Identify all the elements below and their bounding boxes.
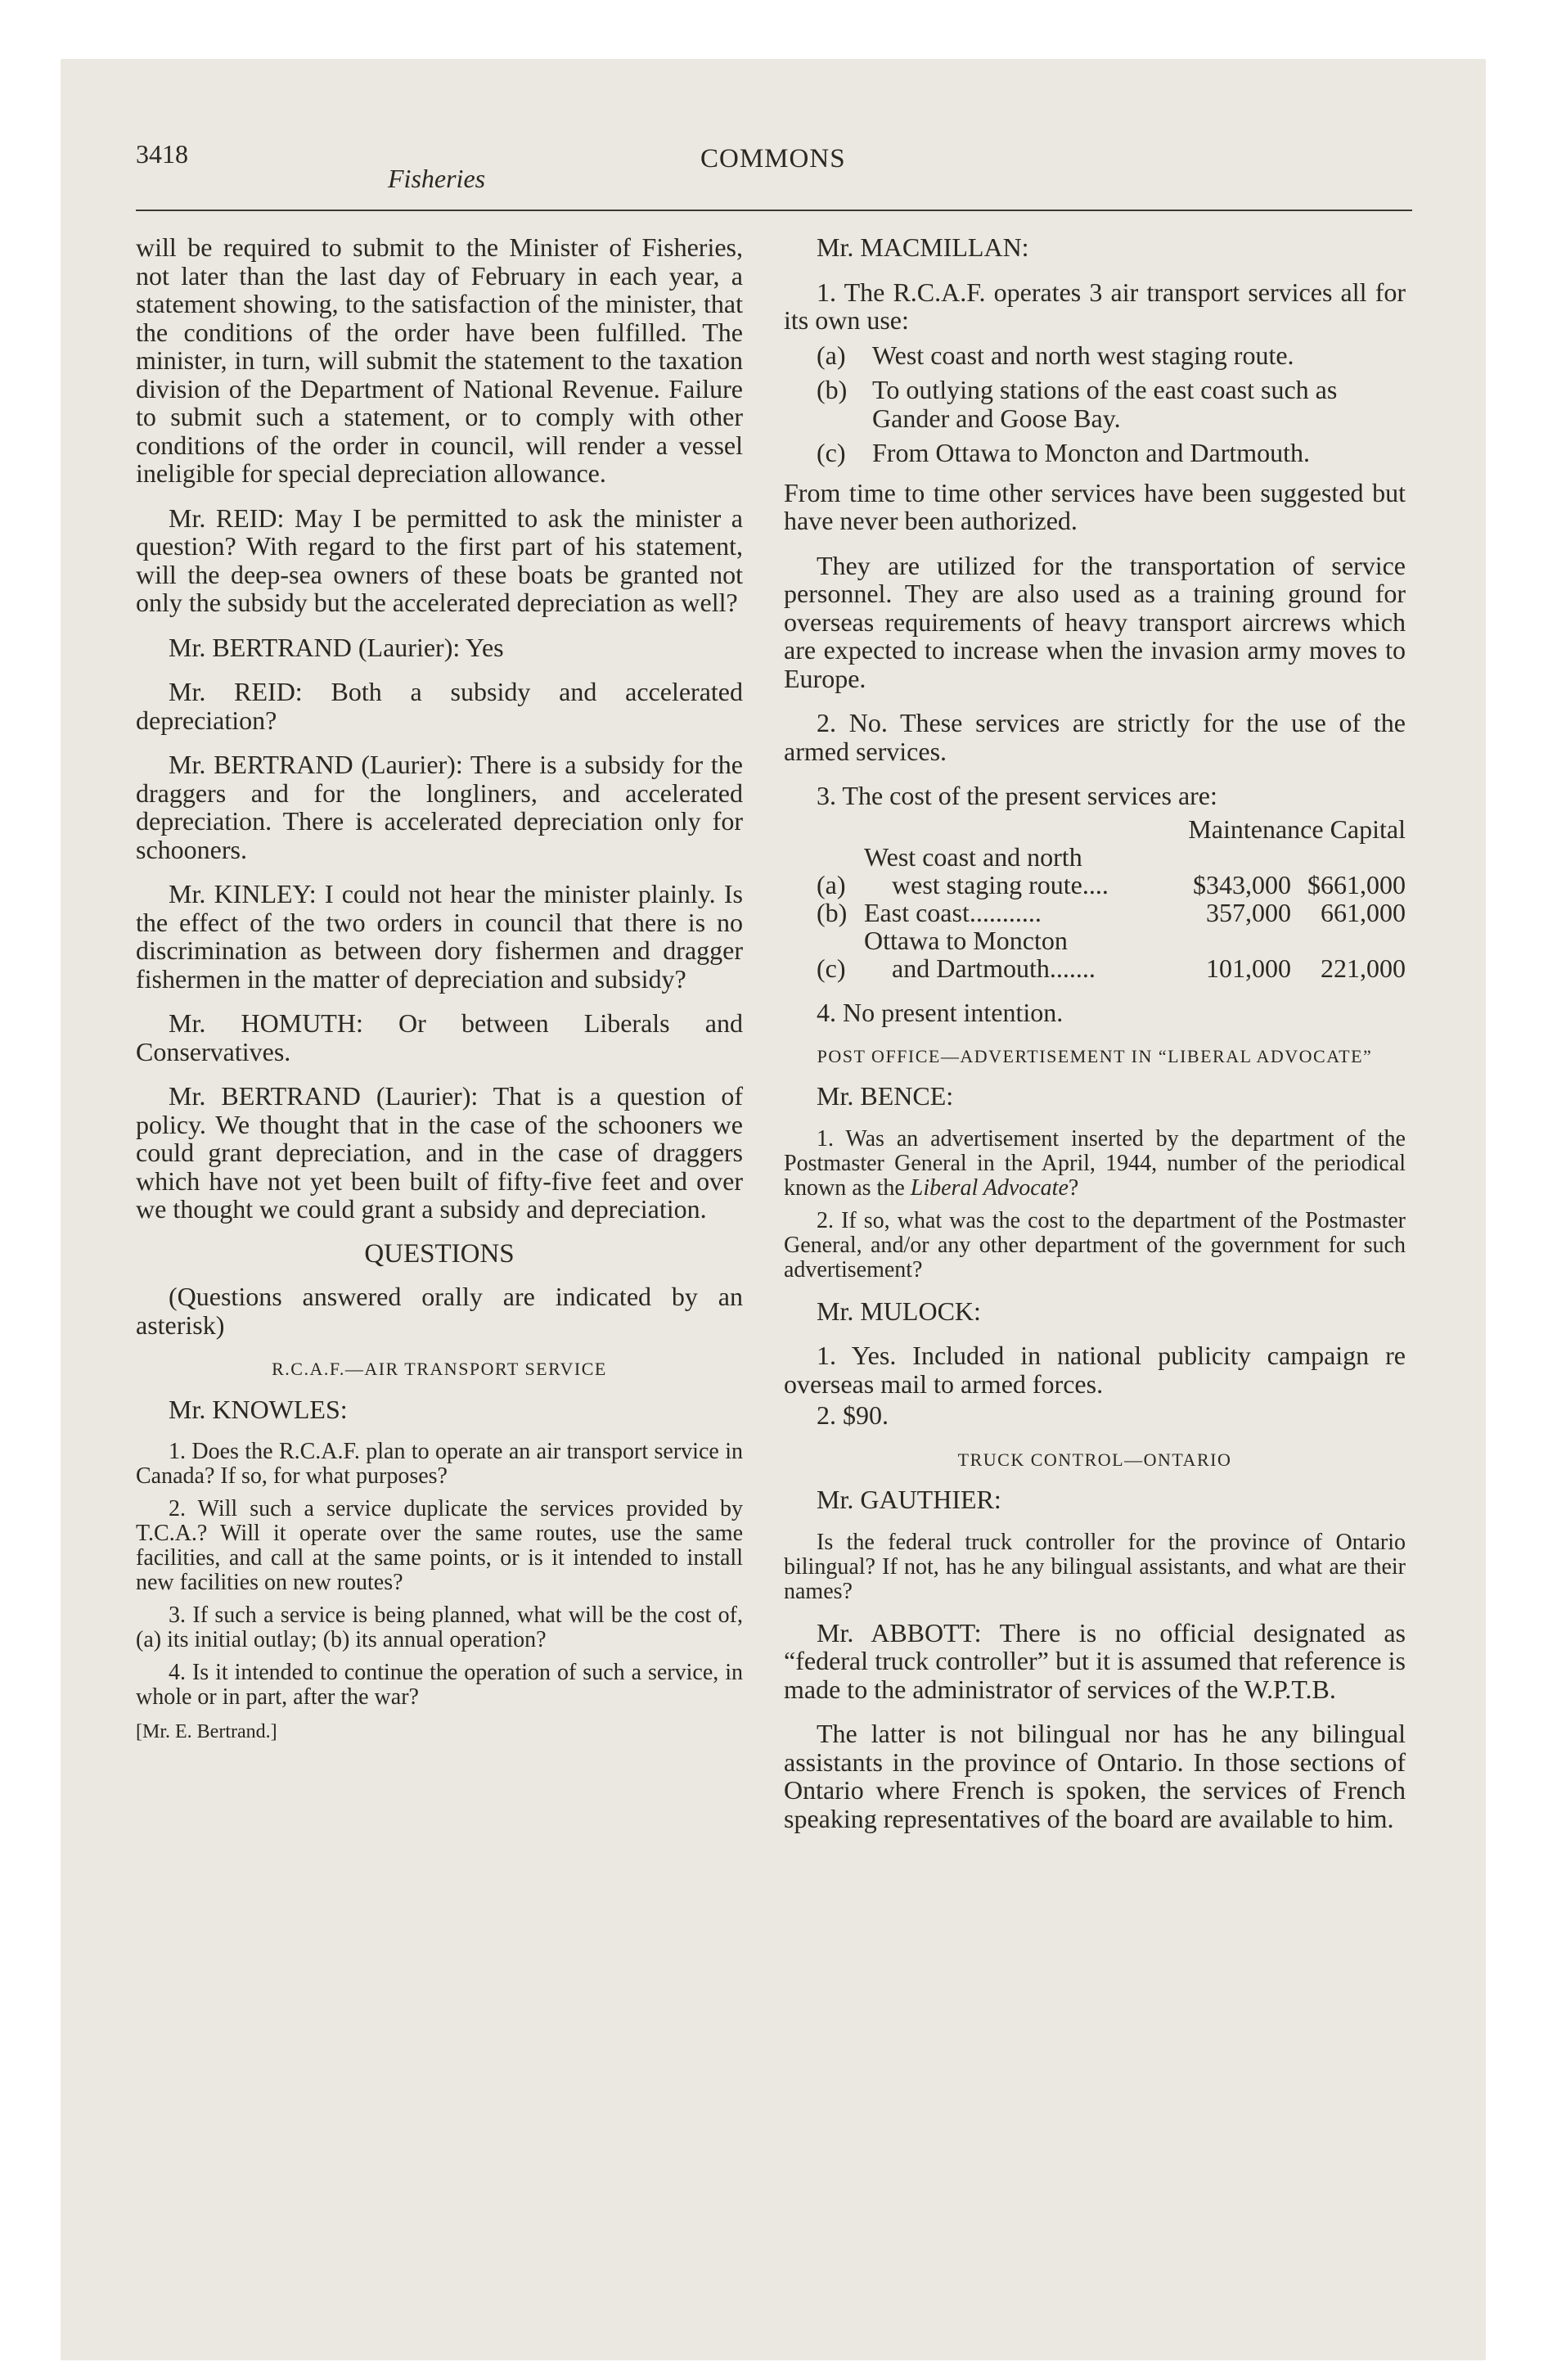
bence-question-2: 2. If so, what was the cost to the department of the Postmaster General, and/or any other department of the government for such advertisement? — [784, 1207, 1406, 1282]
questions-note: (Questions answered orally are indicated by an asterisk) — [136, 1282, 743, 1340]
post-office-heading: POST OFFICE—ADVERTISEMENT IN “LIBERAL ADVOCATE” — [817, 1046, 1373, 1066]
truck-control-heading: TRUCK CONTROL—ONTARIO — [957, 1449, 1232, 1470]
question-2: 2. Will such a service duplicate the services provided by T.C.A.? Will it operate over the same routes, use the same facilities, and call at the same points, or is it intended to install new facilities on new routes? — [136, 1496, 743, 1595]
gauthier-question: Is the federal truck controller for the province of Ontario bilingual? If not, has he any bilingual assistants, and what are their names? — [784, 1529, 1406, 1604]
footer-note: [Mr. E. Bertrand.] — [136, 1721, 277, 1742]
left-column — [136, 233, 743, 1747]
paragraph: Mr. REID: May I be permitted to ask the minister a question? With regard to the first part of his statement, will the deep-sea owners of these boats be granted not only the subsidy but the accelerated depreciation as well? — [136, 503, 743, 617]
speaker-mulock: Mr. MULOCK: — [817, 1296, 981, 1326]
table-row: (b) East coast........... 357,000 661,000 — [817, 897, 1406, 927]
page-number: 3418 — [136, 139, 188, 169]
table-row: (c) Ottawa to Moncton and Dartmouth....... 101,000 221,000 — [817, 925, 1406, 983]
column-header-capital: Capital — [1330, 814, 1406, 844]
cost-table — [784, 815, 1406, 982]
speaker-bence: Mr. BENCE: — [817, 1081, 954, 1111]
abbott-answer: Mr. ABBOTT: There is no official designated as “federal truck controller” but it is assumed that reference is made to the administrator of services of the W.P.T.B. — [784, 1617, 1406, 1704]
rcaf-heading: R.C.A.F.—AIR TRANSPORT SERVICE — [272, 1359, 607, 1379]
bence-question-1: 1. Was an advertisement inserted by the department of the Postmaster General in the April, 1944, number of the periodical known as the Liberal Advocate? — [784, 1125, 1406, 1201]
answer-2: 2. No. These services are strictly for the use of the armed services. — [784, 708, 1406, 766]
paragraph: From time to time other services have been suggested but have never been authorized. — [784, 477, 1406, 535]
list-item: (a) West coast and north west staging route. — [817, 340, 1294, 370]
answer-3: 3. The cost of the present services are: — [817, 781, 1217, 810]
speaker-macmillan: Mr. MACMILLAN: — [817, 232, 1029, 262]
running-title: COMMONS — [700, 144, 846, 174]
paragraph: Mr. BERTRAND (Laurier): Yes — [169, 632, 504, 662]
questions-heading: QUESTIONS — [364, 1238, 515, 1269]
table-row: (a) West coast and north west staging route.... $343,000 $661,000 — [817, 841, 1406, 899]
table-header-row — [784, 815, 1406, 843]
page-header — [136, 139, 1412, 213]
paragraph: The latter is not bilingual nor has he any bilingual assistants in the province of Ontario. In those sections of Ontario where French is spoken, the services of French speaking representatives of the board are available to him. — [784, 1719, 1406, 1833]
right-column — [784, 233, 1406, 1849]
question-4: 4. Is it intended to continue the operation of such a service, in whole or in part, after the war? — [136, 1660, 743, 1710]
answer-4: 4. No present intention. — [817, 997, 1064, 1027]
column-header-maintenance: Maintenance — [1188, 814, 1324, 844]
question-1: 1. Does the R.C.A.F. plan to operate an air transport service in Canada? If so, for what purposes? — [136, 1439, 743, 1489]
mulock-answer-2: 2. $90. — [817, 1400, 889, 1430]
paragraph: Mr. REID: Both a subsidy and accelerated depreciation? — [136, 677, 743, 735]
header-rule — [136, 210, 1412, 211]
mulock-answer-1: 1. Yes. Included in national publicity campaign re overseas mail to armed forces. — [784, 1341, 1406, 1399]
paragraph: Mr. KINLEY: I could not hear the minister plainly. Is the effect of the two orders in council that there is no discrimination as between dory fishermen and dragger fishermen in the matter of depreciation and subsidy? — [136, 879, 743, 994]
speaker-knowles: Mr. KNOWLES: — [169, 1394, 348, 1424]
paragraph: They are utilized for the transportation of service personnel. They are also used as a training ground for overseas requirements of heavy transport aircrews which are expected to increase when the invasion army moves to Europe. — [784, 550, 1406, 693]
section-title: Fisheries — [388, 164, 486, 193]
paragraph: Mr. BERTRAND (Laurier): That is a question of policy. We thought that in the case of the schooners we could grant depreciation, and in the case of draggers which have not yet been built of fifty-five feet and over we thought we could grant a subsidy and depreciation. — [136, 1081, 743, 1224]
paragraph: Mr. BERTRAND (Laurier): There is a subsidy for the draggers and for the longliners, and accelerated depreciation. There is accelerated depreciation only for schooners. — [136, 750, 743, 864]
list-item: (b) To outlying stations of the east coast such as Gander and Goose Bay. — [817, 375, 1338, 433]
answer-1: 1. The R.C.A.F. operates 3 air transport services all for its own use: — [784, 277, 1406, 335]
speaker-gauthier: Mr. GAUTHIER: — [817, 1485, 1001, 1514]
list-item: (c) From Ottawa to Moncton and Dartmouth. — [817, 438, 1311, 467]
paragraph: will be required to submit to the Minister of Fisheries, not later than the last day of February in each year, a statement showing, to the satisfaction of the minister, that the conditions of the order have been fulfilled. The minister, in turn, will submit the statement to the taxation division of the Department of National Revenue. Failure to submit such a statement, or to comply with other conditions of the order in council, will render a vessel ineligible for special depreciation allowance. — [136, 232, 743, 488]
paragraph: Mr. HOMUTH: Or between Liberals and Conservatives. — [136, 1008, 743, 1066]
question-3: 3. If such a service is being planned, what will be the cost of, (a) its initial outlay; (b) its annual operation? — [136, 1602, 743, 1652]
